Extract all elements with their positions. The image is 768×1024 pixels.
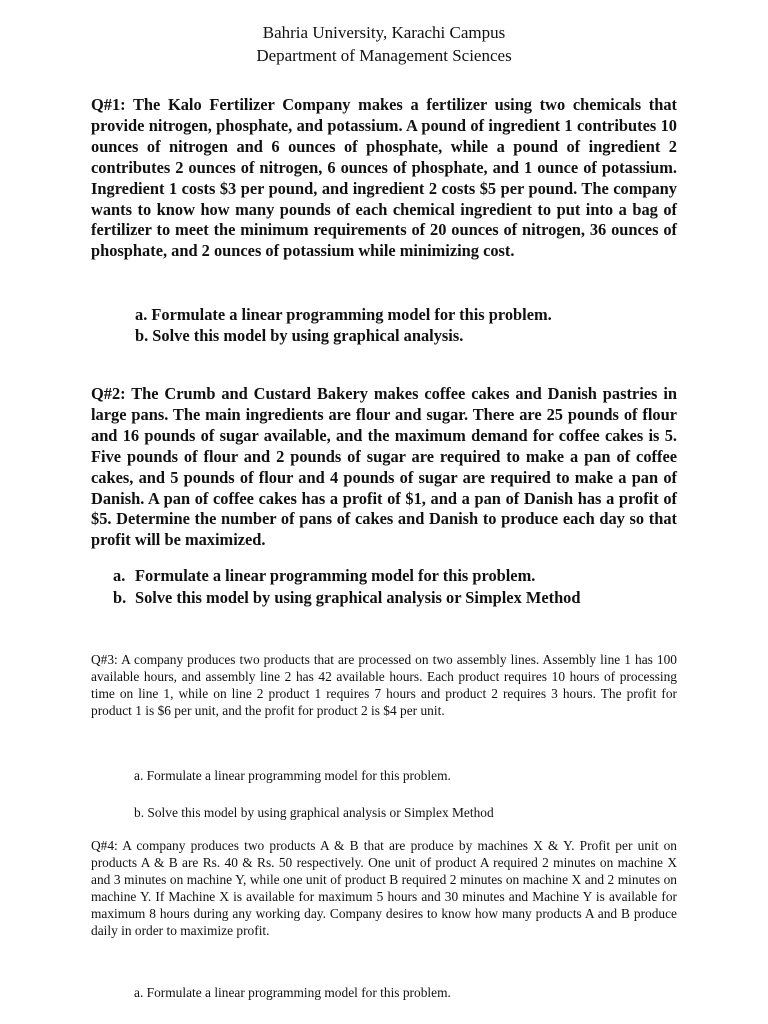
part-a-text: Formulate a linear programming model for this problem. bbox=[135, 566, 536, 585]
question-2-part-b bbox=[113, 587, 581, 608]
question-1-text: Q#1: The Kalo Fertilizer Company makes a fertilizer using two chemicals that provide nitrogen, phosphate, and potassium. A pound of ingredient 1 contributes 10 ounces of nitrogen and 6 ounces of phosphate, while a pound of ingredient 2 contributes 2 ounces of nitrogen, 6 ounces of phosphate, and 1 ounce of potassium. Ingredient 1 costs $3 per pound, and ingredient 2 costs $5 per pound. The company wants to know how many pounds of each chemical ingredient to put into a bag of fertilizer to meet the minimum requirements of 20 ounces of nitrogen, 36 ounces of phosphate, and 2 ounces of potassium while minimizing cost. bbox=[91, 95, 677, 261]
question-4-part-a: a. Formulate a linear programming model for this problem. bbox=[134, 985, 451, 1000]
question-2-part-a bbox=[113, 565, 535, 586]
question-3-part-b: b. Solve this model by using graphical analysis or Simplex Method bbox=[134, 805, 494, 820]
department-title: Department of Management Sciences bbox=[256, 46, 512, 65]
question-3-text: Q#3: A company produces two products that are processed on two assembly lines. Assembly line 1 has 100 available hours, and assembly line 2 has 42 available hours. Each product requires 10 hours of processing time on line 1, while on line 2 product 1 requires 7 hours and product 2 requires 3 hours. The profit for product 1 is $6 per unit, and the profit for product 2 is $4 per unit. bbox=[91, 652, 677, 718]
institution-title: Bahria University, Karachi Campus bbox=[262, 23, 506, 42]
part-a-marker: a. bbox=[113, 566, 126, 585]
question-2-text: Q#2: The Crumb and Custard Bakery makes coffee cakes and Danish pastries in large pans. The main ingredients are flour and sugar. There are 25 pounds of flour and 16 pounds of sugar available, and the maximum demand for coffee cakes is 5. Five pounds of flour and 2 pounds of sugar are required to make a pan of coffee cakes, and 5 pounds of flour and 4 pounds of sugar are required to make a pan of Danish. A pan of coffee cakes has a profit of $1, and a pan of Danish has a profit of $5. Determine the number of pans of cakes and Danish to produce each day so that profit will be maximized. bbox=[91, 384, 677, 550]
question-1-part-a: a. Formulate a linear programming model for this problem. bbox=[135, 305, 552, 324]
question-3-part-a: a. Formulate a linear programming model for this problem. bbox=[134, 768, 451, 783]
part-b-text: Solve this model by using graphical analysis or Simplex Method bbox=[135, 588, 581, 607]
question-1-part-b: b. Solve this model by using graphical analysis. bbox=[135, 326, 464, 345]
part-b-marker: b. bbox=[113, 588, 127, 607]
question-4-text: Q#4: A company produces two products A & B that are produce by machines X & Y. Profit per unit on products A & B are Rs. 40 & Rs. 50 respectively. One unit of product A required 2 minutes on machine X and 3 minutes on machine Y, while one unit of product B required 2 minutes on machine X and 2 minutes on machine Y. If Machine X is available for maximum 5 hours and 30 minutes and Machine Y is available for maximum 8 hours during any working day. Company desires to know how many products A and B produce daily in order to maximize profit. bbox=[91, 838, 677, 938]
